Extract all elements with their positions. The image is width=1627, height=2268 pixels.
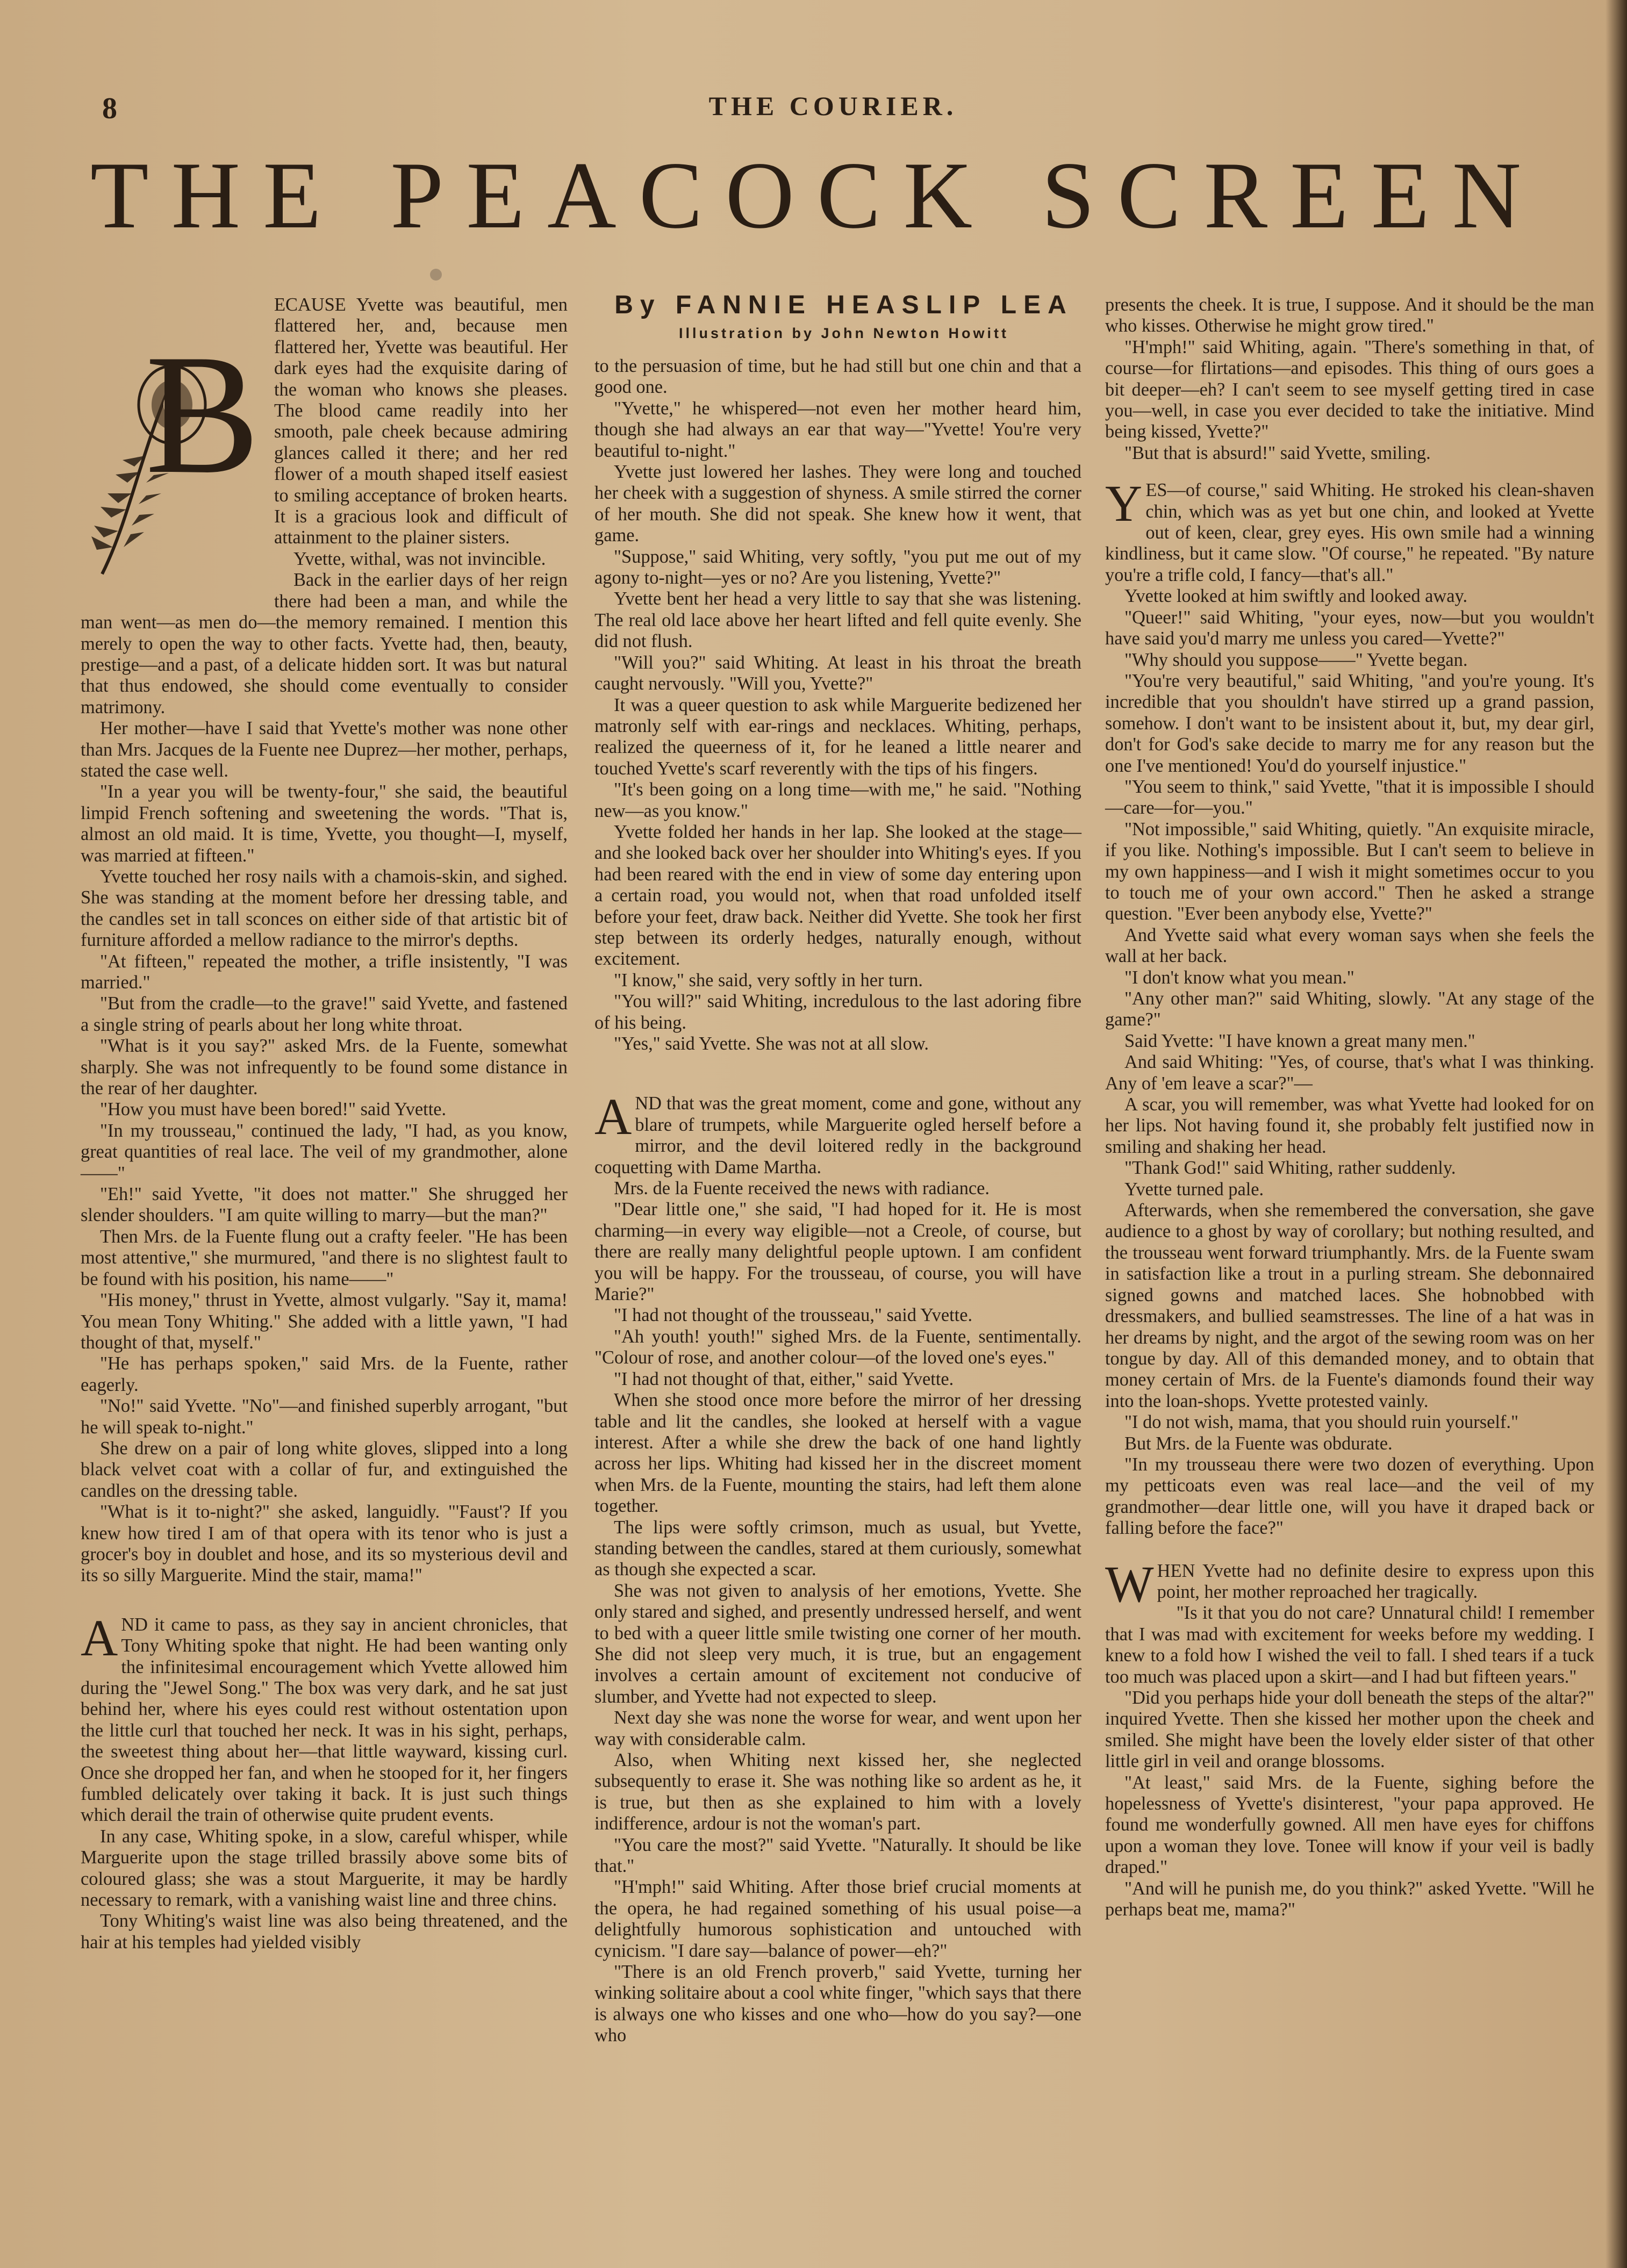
article-title: THE PEACOCK SCREEN (90, 142, 1544, 248)
paragraph: "How you must have been bored!" said Yvette. (100, 1099, 447, 1120)
paragraph: "And will he punish me, do you think?" asked Yvette. "Will he perhaps beat me, mama?" (1105, 1878, 1594, 1920)
paragraph: "No!" said Yvette. "No"—and finished superbly arrogant, "but he will speak to-night." (81, 1396, 568, 1438)
paragraph: "Not impossible," said Whiting, quietly. "An exquisite miracle, if you like. Nothing's impossible. But I can't seem to believe in my own happiness—and I wish it might sometimes occur to you to touch me of your own accord." Then he asked a strange question. "Ever been anybody else, Yvette?" (1105, 819, 1594, 924)
byline: By FANNIE HEASLIP LEA (614, 291, 1073, 319)
masthead: THE COURIER. (708, 91, 958, 121)
column-2 (594, 356, 1081, 2047)
paragraph: "Eh!" said Yvette, "it does not matter." She shrugged her slender shoulders. "I am quite willing to marry—but the man?" (81, 1184, 568, 1226)
paragraph: ND that was the great moment, come and gone, without any blare of trumpets, while Marguerite ogled herself before a mirror, and the devil loitered redly in the background coquetting with Dame Martha. (594, 1093, 1081, 1178)
paragraph: She was not given to analysis of her emotions, Yvette. She only stared and sighed, and presently undressed herself, and went to bed with a queer little smile twisting one corner of her mouth. She did not sleep very much, it is true, but an engagement involves a certain amount of excitement not conducive of slumber, and Yvette had not expected to sleep. (594, 1580, 1081, 1707)
paragraph: In any case, Whiting spoke, in a slow, careful whisper, while Marguerite upon the stage trilled brassily above some bits of coloured glass; she was a stout Marguerite, it may be hardly necessary to remark, with a vanishing waist line and three chins. (81, 1826, 568, 1911)
paragraph: "I know," she said, very softly in her turn. (614, 970, 923, 991)
paragraph: "Ah youth! youth!" sighed Mrs. de la Fuente, sentimentally. "Colour of rose, and another colour—of the loved one's eyes." (594, 1326, 1081, 1368)
paragraph: "I don't know what you mean." (1124, 967, 1354, 988)
paragraph: But Mrs. de la Fuente was obdurate. (1124, 1433, 1393, 1454)
page-edge-shadow (1606, 0, 1627, 2268)
section-initial: Y (1105, 475, 1143, 533)
paragraph: Yvette touched her rosy nails with a chamois-skin, and sighed. She was standing at the moment before her dressing table, and the candles set in tall sconces on either side of that artistic bit of furniture afforded a mellow radiance to the mirror's depths. (81, 866, 568, 951)
paragraph: ND it came to pass, as they say in ancient chronicles, that Tony Whiting spoke that night. He had been wanting only the infinitesimal encouragement which Yvette allowed him during the "Jewel Song." The box was very dark, and he sat just behind her, where his eyes could rest without ostentation upon the little curl that touched her neck. It was in his sight, perhaps, the sweetest thing about her—that little wayward, kissing curl. Once she dropped her fan, and when he stooped for it, her fingers fumbled delicately over taking it back. It is just such things which derail the train of otherwise quite prudent events. (81, 1614, 568, 1826)
paragraph: "There is an old French proverb," said Yvette, turning her winking solitaire about a cool white finger, "which says that there is always one who kisses and one who—how do you say?—one who (594, 1962, 1081, 2046)
paragraph: ECAUSE Yvette was beautiful, men flattered her, and, because men flattered her, Yvette was beautiful. Her dark eyes had the exquisite daring of the woman who knows she pleases. The blood came readily into her smooth, pale cheek because admiring glances called it there; and her red flower of a mouth shaped itself easiest to smiling acceptance of broken hearts. It is a gracious look and difficult of attainment to the plainer sisters. (274, 295, 568, 548)
paragraph: "Any other man?" said Whiting, slowly. "At any stage of the game?" (1105, 988, 1594, 1030)
column-1 (81, 295, 568, 1953)
paragraph: "I do not wish, mama, that you should ruin yourself." (1124, 1412, 1519, 1433)
paragraph: "It's been going on a long time—with me," he said. "Nothing new—as you know." (594, 779, 1081, 821)
paragraph: Afterwards, when she remembered the conversation, she gave audience to a ghost by way of corollary; but nothing resulted, and the trousseau went forward triumphantly. Mrs. de la Fuente swam in satisfaction like a trout in a purling stream. She debonnaired signed gowns and matched laces. She hobnobbed with dressmakers, and bullied seamstresses. The line of a hat was in her dreams by night, and the argot of the sewing room was on her tongue by day. All of this demanded money, and to obtain that money certain of Mrs. de la Fuente's diamonds found their way into the loan-shops. Yvette protested vainly. (1105, 1200, 1594, 1411)
paragraph: "H'mph!" said Whiting, again. "There's something in that, of course—for flirtations—and episodes. This thing of ours goes a bit deeper—eh? I can't seem to see myself getting tired in case you—well, in case you ever decided to take the initiative. Mind being kissed, Yvette?" (1105, 336, 1594, 442)
paragraph: "Thank God!" said Whiting, rather suddenly. (1124, 1158, 1456, 1179)
section-initial: W (1105, 1555, 1154, 1613)
section-initial: A (594, 1088, 632, 1146)
paragraph: Yvette bent her head a very little to say that she was listening. The real old lace above her heart lifted and fell quite evenly. She did not flush. (594, 588, 1081, 652)
paragraph: Yvette, withal, was not invincible. (293, 548, 546, 569)
paragraph: And said Whiting: "Yes, of course, that's what I was thinking. Any of 'em leave a scar?"— (1105, 1052, 1594, 1094)
svg-text:B: B (145, 319, 260, 509)
paragraph: "He has perhaps spoken," said Mrs. de la Fuente, rather eagerly. (81, 1353, 568, 1395)
paragraph: to the persuasion of time, but he had still but one chin and that a good one. (594, 356, 1081, 398)
paragraph: Yvette turned pale. (1124, 1179, 1264, 1200)
paragraph: "Suppose," said Whiting, very softly, "you put me out of my agony to-night—yes or no? Are you listening, Yvette?" (594, 546, 1081, 588)
paragraph: "Why should you suppose——" Yvette began. (1124, 649, 1468, 670)
paragraph: "Will you?" said Whiting. At least in his throat the breath caught nervously. "Will you, Yvette?" (594, 652, 1081, 694)
paragraph: It was a queer question to ask while Marguerite bedizened her matronly self with ear-rings and necklaces. Whiting, perhaps, realized the queerness of it, for he leaned a little nearer and touched Yvette's scarf reverently with the tips of his fingers. (594, 694, 1081, 779)
paragraph: "In a year you will be twenty-four," she said, the beautiful limpid French softening and sweetening the words. "That is, almost an old maid. It is time, Yvette, you thought—I, myself, was married at fifteen." (81, 781, 568, 866)
paragraph: "Is it that you do not care? Unnatural child! I remember that I was mad with excitement for weeks before my wedding. I knew to a fold how I wished the veil to fall. I shed tears if a tuck too much was placed upon a skirt—and I had but fifteen years." (1105, 1603, 1594, 1687)
paragraph: She drew on a pair of long white gloves, slipped into a long black velvet coat with a collar of fur, and extinguished the candles on the dressing table. (81, 1438, 568, 1501)
paragraph: "H'mph!" said Whiting. After those brief crucial moments at the opera, he had regained something of his usual poise—a delightfully humorous sophistication and untouched with cynicism. "I dare say—balance of power—eh?" (594, 1877, 1081, 1961)
paragraph: "You will?" said Whiting, incredulous to the last adoring fibre of his being. (594, 991, 1081, 1033)
paragraph: "Did you perhaps hide your doll beneath the steps of the altar?" inquired Yvette. Then she kissed her mother upon the cheek and smiled. She might have been the lovely elder sister of that other little girl in veil and orange blossoms. (1105, 1688, 1594, 1772)
paragraph: "But that is absurd!" said Yvette, smiling. (1124, 442, 1431, 463)
paragraph: Next day she was none the worse for wear, and went upon her way with considerable calm. (594, 1707, 1081, 1749)
ink-spot (430, 269, 442, 281)
paragraph: "Dear little one," she said, "I had hoped for it. He is most charming—in every way eligible—not a Creole, of course, but there are really many delightful people uptown. I am confident you will be happy. For the trousseau, of course, you will have Marie?" (594, 1199, 1081, 1305)
paragraph: "But from the cradle—to the grave!" said Yvette, and fastened a single string of pearls about her long white throat. (81, 993, 568, 1035)
paragraph: And Yvette said what every woman says when she feels the wall at her back. (1105, 924, 1594, 967)
paragraph: "Yvette," he whispered—not even her mother heard him, though she had always an ear that way—"Yvette! You're very beautiful to-night." (594, 398, 1081, 461)
paragraph: "I had not thought of the trousseau," said Yvette. (614, 1305, 973, 1326)
paragraph: "I had not thought of that, either," said Yvette. (614, 1368, 954, 1389)
paragraph: "What is it you say?" asked Mrs. de la Fuente, somewhat sharply. She was not infrequently to be found some distance in the rear of her daughter. (81, 1036, 568, 1099)
paragraph: When she stood once more before the mirror of her dressing table and lit the candles, she looked at herself with a vague interest. After a while she drew the back of one hand lightly across her lips. Whiting had kissed her in the discreet moment when Mrs. de la Fuente, mounting the stairs, had left them alone together. (594, 1390, 1081, 1517)
paragraph: Then Mrs. de la Fuente flung out a crafty feeler. "He has been most attentive," she murmured, "and there is no slightest fault to be found with his position, his name——" (81, 1226, 568, 1289)
paragraph: Back in the earlier days of her reign there had been a man, and while the man went—as men do—the memory remained. I mention this merely to open the way to other facts. Yvette had, then, beauty, prestige—and a past, of a delicate hidden sort. It was but natural that thus endowed, she should come eventually to consider matrimony. (81, 570, 568, 717)
paragraph: Her mother—have I said that Yvette's mother was none other than Mrs. Jacques de la Fuente nee Duprez—her mother, perhaps, stated the case well. (81, 718, 568, 781)
paragraph: Yvette looked at him swiftly and looked away. (1124, 586, 1468, 607)
paragraph: "At least," said Mrs. de la Fuente, sighing before the hopelessness of Yvette's disinterest, "your papa approved. He found me wonderfully gowned. All men have eyes for chiffons upon a woman they love. Tonee will know if your veil is badly draped." (1105, 1772, 1594, 1878)
section-initial: A (81, 1609, 118, 1667)
paragraph: "His money," thrust in Yvette, almost vulgarly. "Say it, mama! You mean Tony Whiting." She added with a little yawn, "I had thought of that, myself." (81, 1290, 568, 1353)
paragraph: "You care the most?" said Yvette. "Naturally. It should be like that." (594, 1834, 1081, 1877)
paragraph: A scar, you will remember, was what Yvette had looked for on her lips. Not having found it, she probably felt justified now in smiling and shaking her head. (1105, 1094, 1594, 1157)
paragraph: The lips were softly crimson, much as usual, but Yvette, standing between the candles, stared at them curiously, somewhat as though she expected a scar. (594, 1517, 1081, 1580)
paragraph: "What is it to-night?" she asked, languidly. "'Faust'? If you knew how tired I am of that opera with its tenor who is just a grocer's boy in doublet and hose, and its so mysterious devil and its so silly Marguerite. Mind the stair, mama!" (81, 1502, 568, 1586)
paragraph: "In my trousseau there were two dozen of everything. Upon my petticoats even was real lace—and the veil of my grandmother—dear little one, will you have it draped back or falling before the face?" (1105, 1454, 1594, 1539)
paragraph: Mrs. de la Fuente received the news with radiance. (614, 1178, 990, 1199)
paragraph: Yvette just lowered her lashes. They were long and touched her cheek with a suggestion of shyness. A smile stirred the corner of her mouth. She did not speak. She knew how it went, that game. (594, 462, 1081, 546)
paragraph: "Queer!" said Whiting, "your eyes, now—but you wouldn't have said you'd marry me unless you cared—Yvette?" (1105, 607, 1594, 649)
paragraph: presents the cheek. It is true, I suppose. And it should be the man who kisses. Otherwise he might grow tired." (1105, 295, 1594, 336)
paragraph: "In my trousseau," continued the lady, "I had, as you know, great quantities of real lace. The veil of my grandmother, alone——" (81, 1120, 568, 1183)
paragraph: HEN Yvette had no definite desire to express upon this point, her mother reproached her tragically. (1157, 1560, 1594, 1602)
page-number: 8 (102, 92, 117, 125)
paragraph: ES—of course," said Whiting. He stroked his clean-shaven chin, which was as yet but one chin, and looked at Yvette out of keen, clear, grey eyes. His own smile had a winning kindliness, but it came slow. "Of course," he repeated. "By nature you're a trifle cold, I fancy—that's all." (1105, 480, 1594, 585)
paragraph: Yvette folded her hands in her lap. She looked at the stage—and she looked back over her shoulder into Whiting's eyes. If you had been reared with the end in view of some day entering upon a certain road, you would not, when that road unfolded itself before your feet, draw back. Neither did Yvette. She took her first step between its orderly hedges, naturally enough, without excitement. (594, 821, 1081, 970)
paragraph: Also, when Whiting next kissed her, she neglected subsequently to erase it. She was nothing like so ardent as he, it is true, but then as she explained to him with a lovely indifference, ardour is not the woman's part. (594, 1750, 1081, 1834)
paragraph: "Yes," said Yvette. She was not at all slow. (614, 1033, 929, 1054)
paragraph: "You're very beautiful," said Whiting, "and you're young. It's incredible that you shouldn't have stirred up a grand passion, somehow. I don't want to be insistent about it, but, my dear girl, don't for God's sake decide to marry me for any reason but the one I've mentioned! You'd do yourself injustice." (1105, 670, 1594, 776)
paragraph: "At fifteen," repeated the mother, a trifle insistently, "I was married." (81, 951, 568, 993)
peacock-feather-initial-b-icon (81, 295, 269, 595)
paragraph: Said Yvette: "I have known a great many men." (1124, 1030, 1475, 1051)
paragraph: Tony Whiting's waist line was also being threatened, and the hair at his temples had yielded visibly (81, 1911, 568, 1953)
paragraph: "You seem to think," said Yvette, "that it is impossible I should—care—for—you." (1105, 776, 1594, 819)
illustration-credit: Illustration by John Newton Howitt (679, 325, 1009, 341)
column-3 (1105, 295, 1594, 1920)
